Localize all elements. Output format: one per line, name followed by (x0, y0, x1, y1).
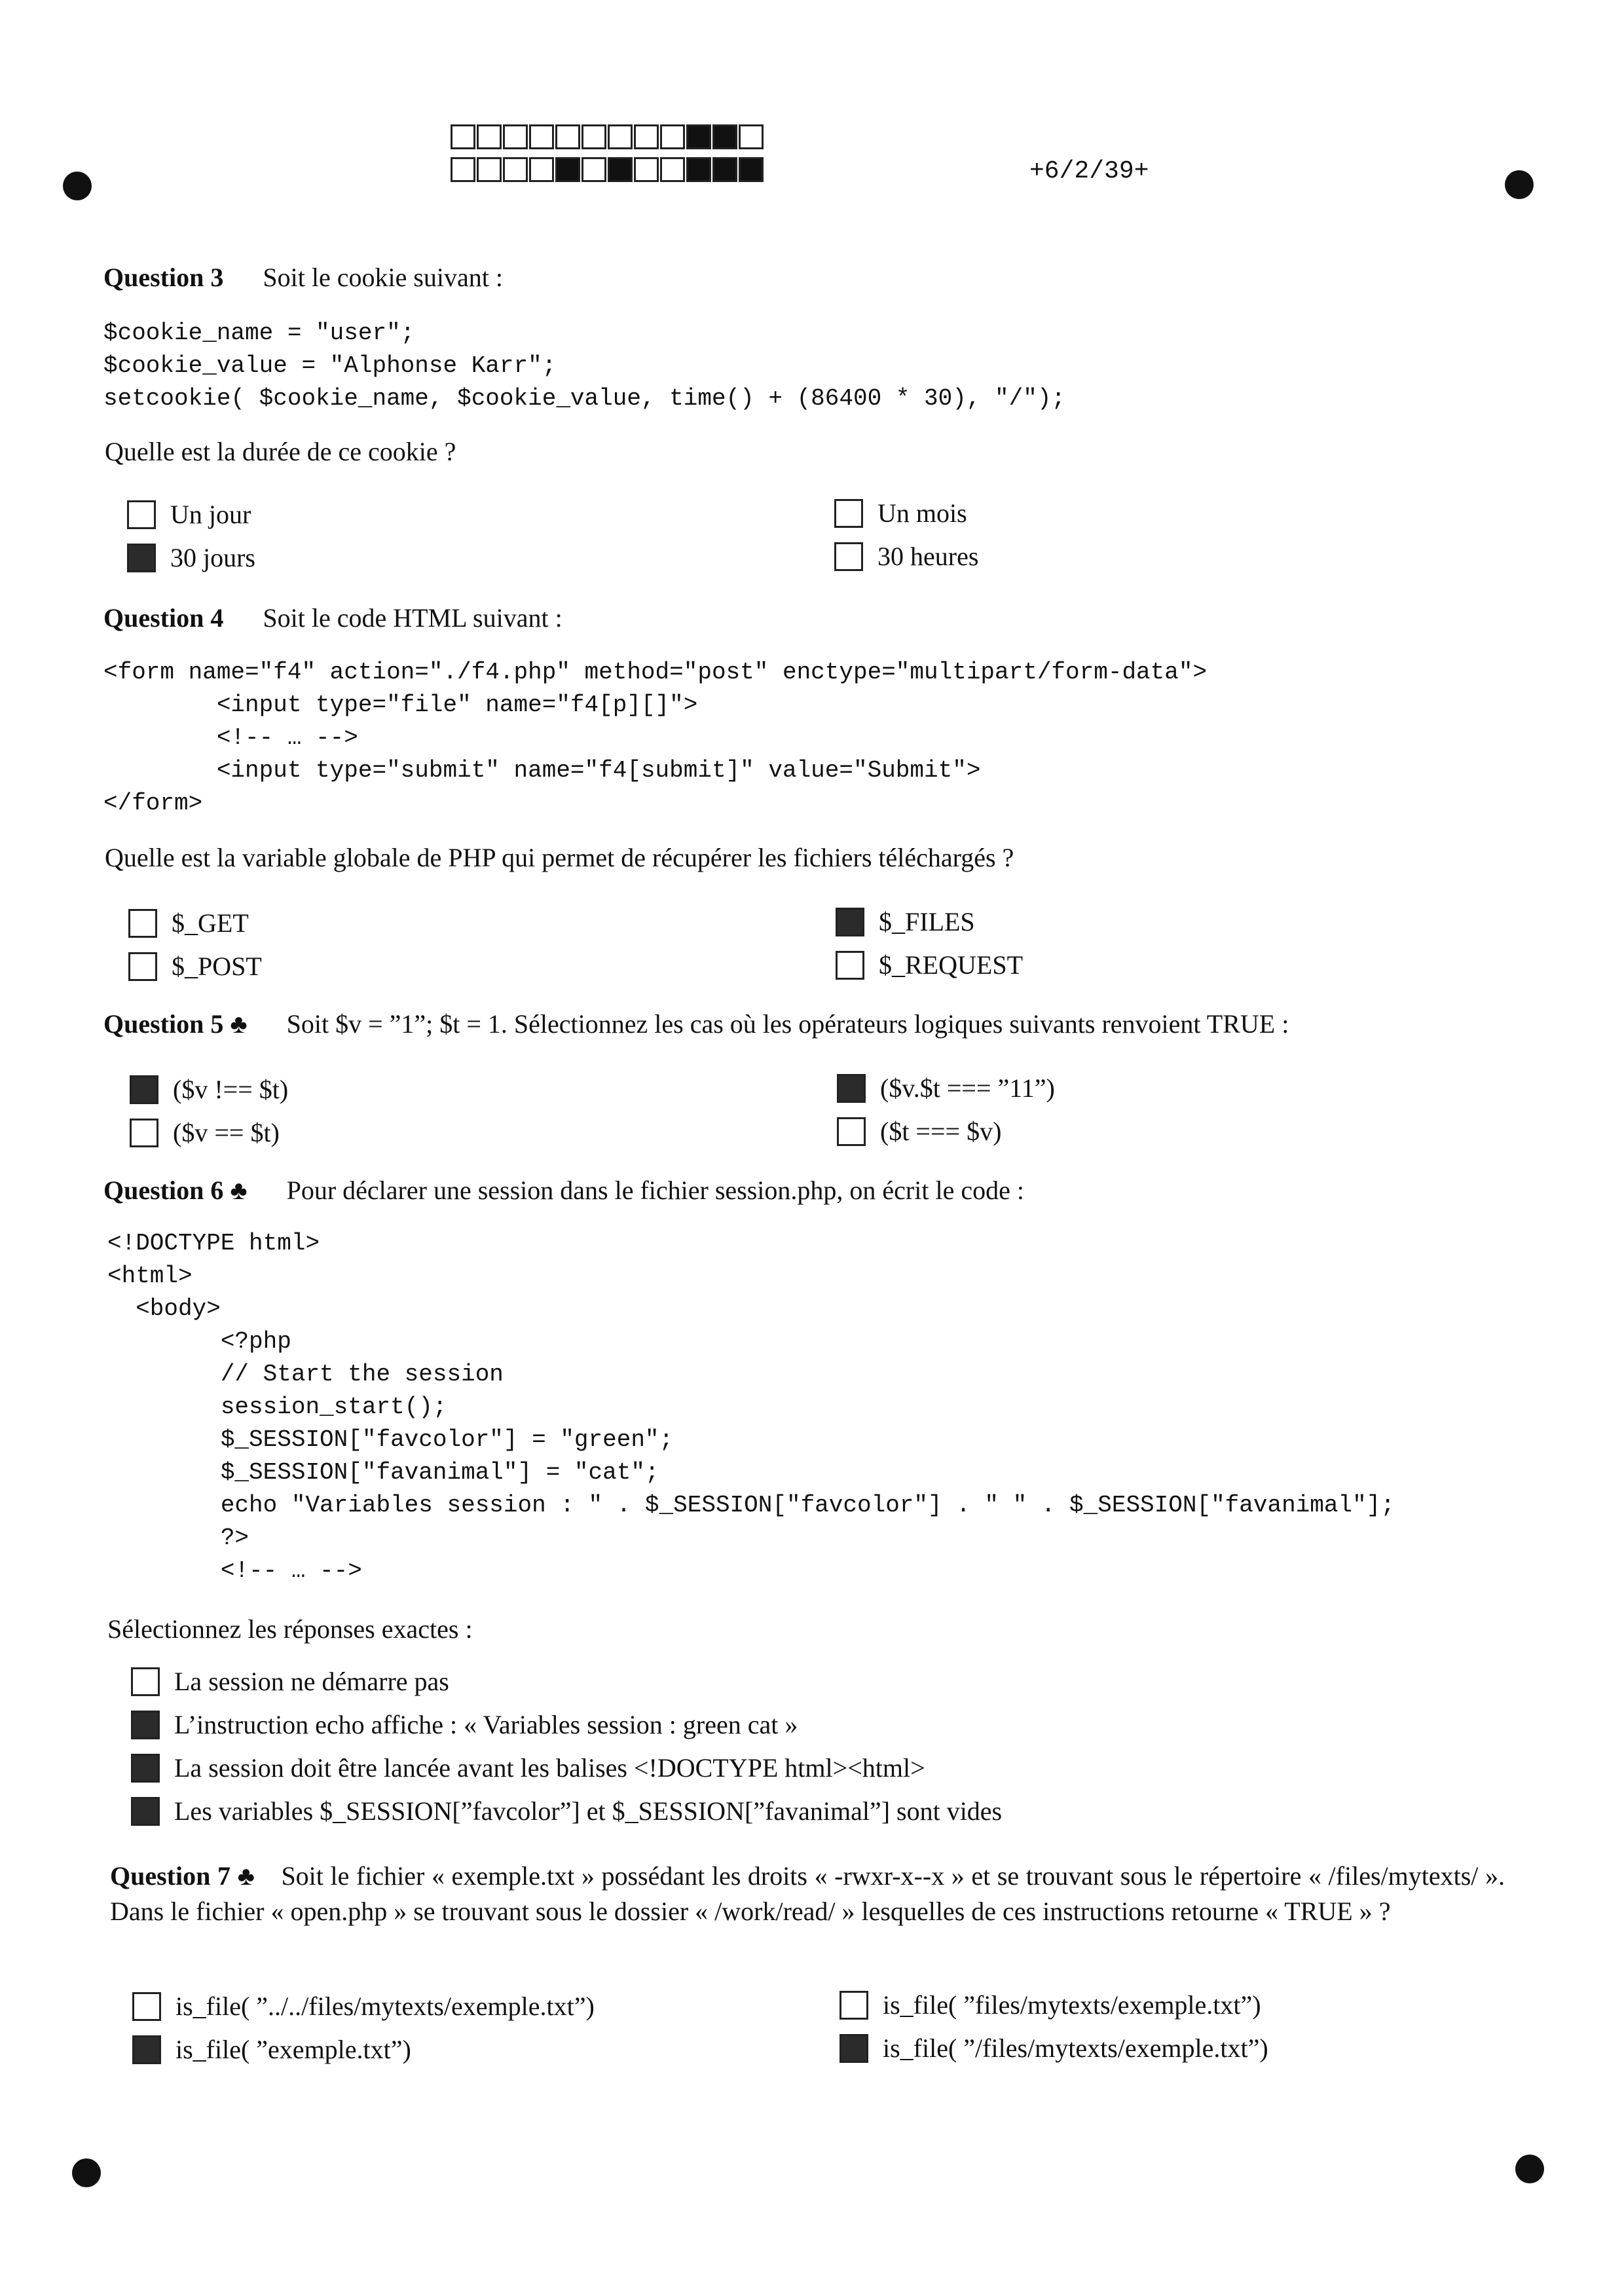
barcode-cell (581, 124, 606, 149)
checkbox[interactable] (834, 499, 863, 528)
barcode-cell (529, 157, 554, 182)
barcode-row-1 (451, 124, 765, 149)
answer-label: $_GET (172, 908, 249, 938)
club-icon: ♣ (230, 1176, 248, 1205)
question-intro: Soit le fichier « exemple.txt » possédant les droits « -rwxr-x--x » et se trouvant sous le répertoire « /files/mytexts/ ». Dans le fichier « open.php » se trouvant sous le dossier « /work/read/ » lesquelles de ces instructions retourne « TRUE » ? (110, 1861, 1505, 1926)
barcode-cell-filled (712, 124, 737, 149)
checkbox-checked[interactable] (837, 1074, 866, 1103)
answer-option[interactable] (834, 541, 978, 572)
registration-dot-bottom-right (1515, 2155, 1544, 2183)
question-3-heading (103, 262, 503, 293)
answer-option[interactable] (127, 542, 255, 573)
answer-option[interactable] (128, 951, 262, 982)
answer-option[interactable] (131, 1752, 925, 1783)
question-label: Question 4 (103, 603, 224, 633)
question-label (103, 1176, 248, 1205)
answer-label: $_POST (172, 952, 262, 981)
answer-option[interactable] (840, 1990, 1261, 2020)
barcode-cell-filled (739, 157, 764, 182)
barcode-cell (739, 124, 764, 149)
barcode-cell (634, 157, 659, 182)
question-3-prompt: Quelle est la durée de ce cookie ? (105, 437, 456, 466)
question-intro: Pour déclarer une session dans le fichier session.php, on écrit le code : (286, 1176, 1024, 1205)
answer-option[interactable] (131, 1709, 798, 1740)
checkbox[interactable] (128, 952, 157, 981)
checkbox-checked[interactable] (130, 1075, 158, 1104)
checkbox[interactable] (131, 1667, 160, 1696)
checkbox[interactable] (837, 1117, 866, 1146)
answer-label: ($v !== $t) (173, 1075, 289, 1104)
checkbox[interactable] (132, 1992, 161, 2021)
barcode-cell-filled (608, 157, 633, 182)
answer-label: Un mois (877, 498, 967, 528)
barcode-cell (503, 157, 528, 182)
answer-option[interactable] (130, 1117, 280, 1148)
barcode-cell-filled (555, 157, 580, 182)
barcode-cell (503, 124, 528, 149)
question-7-heading (110, 1859, 1505, 1929)
answer-label: ($v.$t === ”11”) (880, 1073, 1055, 1103)
barcode-row-2 (451, 157, 765, 182)
answer-option[interactable] (836, 950, 1023, 980)
registration-dot-bottom-left (72, 2158, 101, 2187)
answer-label: Les variables $_SESSION[”favcolor”] et $_SESSION[”favanimal”] sont vides (174, 1796, 1003, 1826)
barcode-cell (660, 157, 685, 182)
question-4-code: <form name="f4" action="./f4.php" method="post" enctype="multipart/form-data"> <input type="file" name="f4[p][]"> <!-- … --> <input type="submit" name="f4[submit]" value="Submit"> </form> (103, 659, 1208, 817)
question-label-text: Question 6 (103, 1176, 224, 1205)
barcode-cell (634, 124, 659, 149)
answer-option[interactable] (130, 1074, 288, 1105)
answer-option[interactable] (840, 2033, 1268, 2064)
barcode-cell (451, 157, 475, 182)
answer-label: 30 heures (877, 542, 979, 571)
club-icon: ♣ (236, 1861, 255, 1891)
answer-label: La session ne démarre pas (174, 1667, 449, 1696)
checkbox[interactable] (840, 1991, 868, 2020)
answer-label: $_FILES (879, 907, 975, 936)
checkbox-checked[interactable] (131, 1711, 160, 1739)
barcode-cell (477, 124, 502, 149)
answer-option[interactable] (132, 1991, 595, 2022)
barcode-cell (608, 124, 633, 149)
question-6-heading (103, 1175, 1024, 1206)
question-5-heading (103, 1009, 1289, 1039)
answer-option[interactable] (837, 1073, 1055, 1103)
question-6-code: <!DOCTYPE html> <html> <body> <?php // Start the session session_start(); $_SESSION["favcolor"] = "green"; $_SESSION["favanimal"] = "cat"; echo "Variables session : " . $_SESSION["favcolor"] . " " . $_SESSION["favanimal"]; ?> <!-- … --> (107, 1230, 1395, 1584)
answer-label: is_file( ”../../files/mytexts/exemple.txt”) (175, 1991, 595, 2021)
question-label (110, 1861, 281, 1891)
question-label-text: Question 7 (110, 1861, 231, 1891)
checkbox[interactable] (127, 500, 156, 529)
checkbox-checked[interactable] (836, 908, 864, 936)
barcode-cell-filled (712, 157, 737, 182)
answer-option[interactable] (837, 1116, 1001, 1147)
answer-label: is_file( ”exemple.txt”) (175, 2035, 411, 2064)
checkbox-checked[interactable] (132, 2035, 161, 2064)
barcode-cell-filled (686, 124, 711, 149)
club-icon: ♣ (230, 1009, 248, 1039)
answer-label: $_REQUEST (879, 950, 1023, 980)
question-label-text: Question 5 (103, 1009, 224, 1039)
barcode-cell (660, 124, 685, 149)
answer-label: La session doit être lancée avant les balises <!DOCTYPE html><html> (174, 1753, 925, 1783)
answer-option[interactable] (131, 1796, 1002, 1826)
question-label (103, 1009, 248, 1039)
registration-dot-top-left (63, 172, 92, 200)
answer-option[interactable] (127, 499, 251, 530)
answer-label: 30 jours (170, 543, 255, 572)
checkbox-checked[interactable] (131, 1797, 160, 1826)
barcode-cell (555, 124, 580, 149)
answer-option[interactable] (836, 906, 975, 937)
question-label: Question 3 (103, 263, 224, 292)
answer-label: is_file( ”/files/mytexts/exemple.txt”) (883, 2033, 1268, 2063)
question-4-prompt: Quelle est la variable globale de PHP qui permet de récupérer les fichiers téléchargés ? (105, 843, 1014, 872)
page-code: +6/2/39+ (1029, 157, 1149, 185)
barcode-cell (529, 124, 554, 149)
barcode-cell-filled (686, 157, 711, 182)
question-6-prompt: Sélectionnez les réponses exactes : (107, 1614, 473, 1644)
checkbox-checked[interactable] (131, 1754, 160, 1783)
answer-label: is_file( ”files/mytexts/exemple.txt”) (883, 1990, 1261, 2020)
checkbox-checked[interactable] (840, 2034, 868, 2063)
registration-dot-top-right (1505, 170, 1534, 199)
answer-label: ($t === $v) (880, 1117, 1002, 1146)
answer-option[interactable] (132, 2034, 411, 2065)
checkbox[interactable] (128, 909, 157, 938)
barcode-cell (451, 124, 475, 149)
checkbox[interactable] (834, 542, 863, 571)
checkbox[interactable] (836, 951, 864, 980)
question-3-code: $cookie_name = "user"; $cookie_value = "Alphonse Karr"; setcookie( $cookie_name, $cookie_value, time() + (86400 * 30), "/"); (103, 320, 1066, 412)
checkbox-checked[interactable] (127, 544, 156, 572)
answer-option[interactable] (834, 498, 967, 528)
answer-option[interactable] (128, 908, 249, 938)
question-intro: Soit $v = ”1”; $t = 1. Sélectionnez les cas où les opérateurs logiques suivants renvoient TRUE : (286, 1009, 1289, 1039)
answer-label: L’instruction echo affiche : « Variables session : green cat » (174, 1710, 798, 1739)
question-intro: Soit le cookie suivant : (263, 263, 503, 292)
question-4-heading (103, 602, 563, 633)
answer-label: ($v == $t) (173, 1118, 280, 1147)
question-intro: Soit le code HTML suivant : (263, 603, 563, 633)
answer-option[interactable] (131, 1666, 449, 1697)
barcode-cell (581, 157, 606, 182)
answer-label: Un jour (170, 500, 251, 529)
checkbox[interactable] (130, 1119, 158, 1147)
barcode-cell (477, 157, 502, 182)
